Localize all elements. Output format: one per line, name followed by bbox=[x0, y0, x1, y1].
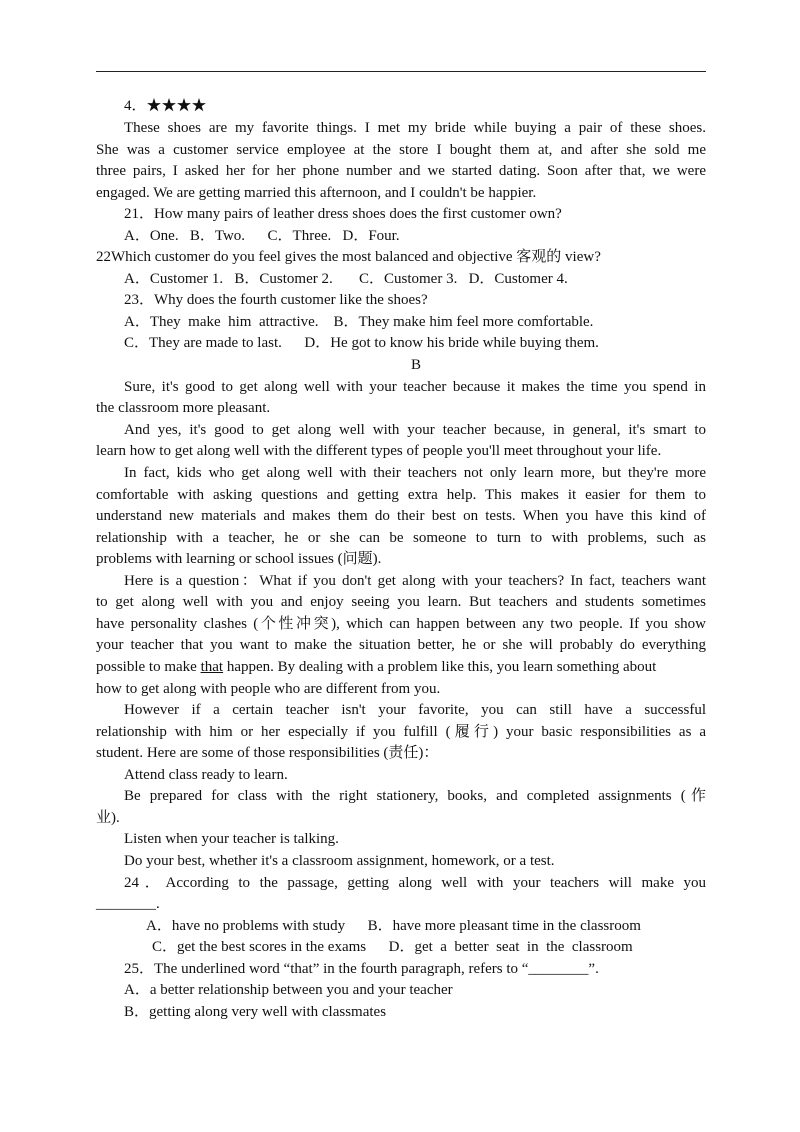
question-24-options-cd: C．get the best scores in the exams D．get a better seat in the classroom bbox=[152, 939, 633, 955]
question-22-options: A．Customer 1. B．Customer 2. C．Customer 3. D．Customer 4. bbox=[124, 271, 568, 287]
list-item: Listen when your teacher is talking. bbox=[124, 831, 339, 847]
para-line: These shoes are my favorite things. I met my bride while buying a pair of these shoes. bbox=[124, 120, 706, 136]
para-text: happen. By dealing with a problem like this, you learn something about bbox=[223, 659, 657, 675]
para-line: However if a certain teacher isn't your favorite, you can still have a successful bbox=[124, 702, 706, 718]
para-line bbox=[96, 657, 706, 679]
underlined-word: that bbox=[200, 659, 224, 675]
header-rule bbox=[96, 71, 706, 72]
para-line: comfortable with asking questions and getting extra help. This makes it easier for them to bbox=[96, 487, 706, 503]
list-item: Attend class ready to learn. bbox=[124, 767, 288, 783]
question-25-option-a: A．a better relationship between you and your teacher bbox=[124, 982, 453, 998]
para-line: Here is a question：What if you don't get along with your teachers? In fact, teachers want bbox=[124, 573, 706, 589]
question-21-options: A．One. B．Two. C．Three. D．Four. bbox=[124, 228, 400, 244]
para-line: your teacher that you want to make the situation better, he or she will probably do everything bbox=[96, 637, 706, 653]
para-line: three pairs, I asked her for her phone number and we started dating. Soon after that, we were bbox=[96, 163, 706, 179]
passage-label: B bbox=[410, 357, 421, 373]
para-line: problems with learning or school issues (问题). bbox=[96, 551, 382, 567]
para-line: relationship with a teacher, he or she can be someone to turn to with problems, such as bbox=[96, 530, 706, 546]
list-item-continued: 业). bbox=[96, 810, 120, 826]
para-line: student. Here are some of those responsibilities (责任)： bbox=[96, 745, 439, 761]
section-heading: 4．★★★★ bbox=[124, 98, 207, 114]
question-24-options-ab: A．have no problems with study B．have more pleasant time in the classroom bbox=[146, 918, 641, 934]
para-line: engaged. We are getting married this afternoon, and I couldn't be happier. bbox=[96, 185, 537, 201]
para-line: understand new materials and makes them do their best on tests. When you have this kind of bbox=[96, 508, 706, 524]
para-line: Sure, it's good to get along well with your teacher because it makes the time you spend in bbox=[124, 379, 706, 395]
para-line: relationship with him or her especially if you fulfill (履行) your basic responsibilities as a bbox=[96, 724, 706, 740]
para-line: And yes, it's good to get along well with your teacher because, in general, it's smart to bbox=[124, 422, 706, 438]
question-25-option-b: B．getting along very well with classmates bbox=[124, 1004, 387, 1020]
para-line: how to get along with people who are different from you. bbox=[96, 681, 441, 697]
para-line: have personality clashes (个性冲突), which can happen between any two people. If you show bbox=[96, 616, 706, 632]
question-21: 21．How many pairs of leather dress shoes does the first customer own? bbox=[124, 206, 562, 222]
answer-blank: ________. bbox=[96, 896, 160, 912]
question-23: 23．Why does the fourth customer like the shoes? bbox=[124, 292, 428, 308]
para-line: to get along well with you and enjoy seeing you learn. But teachers and students sometimes bbox=[96, 594, 706, 610]
para-line: learn how to get along well with the different types of people you'll meet throughout your life. bbox=[96, 443, 662, 459]
question-23-options-cd: C．They are made to last. D．He got to know his bride while buying them. bbox=[124, 335, 599, 351]
para-text: possible to make bbox=[96, 659, 201, 675]
list-item: Be prepared for class with the right stationery, books, and completed assignments (作 bbox=[124, 788, 706, 804]
question-25: 25．The underlined word “that” in the fourth paragraph, refers to “________”. bbox=[124, 961, 599, 977]
para-line: the classroom more pleasant. bbox=[96, 400, 271, 416]
para-line: She was a customer service employee at the store I bought them at, and after she sold me bbox=[96, 142, 706, 158]
question-23-options-ab: A．They make him attractive. B．They make him feel more comfortable. bbox=[124, 314, 594, 330]
question-22: 22Which customer do you feel gives the most balanced and objective 客观的 view? bbox=[96, 249, 601, 265]
question-24: 24．According to the passage, getting along well with your teachers will make you bbox=[124, 875, 706, 891]
para-line: In fact, kids who get along well with their teachers not only learn more, but they're more bbox=[124, 465, 706, 481]
list-item: Do your best, whether it's a classroom assignment, homework, or a test. bbox=[124, 853, 555, 869]
